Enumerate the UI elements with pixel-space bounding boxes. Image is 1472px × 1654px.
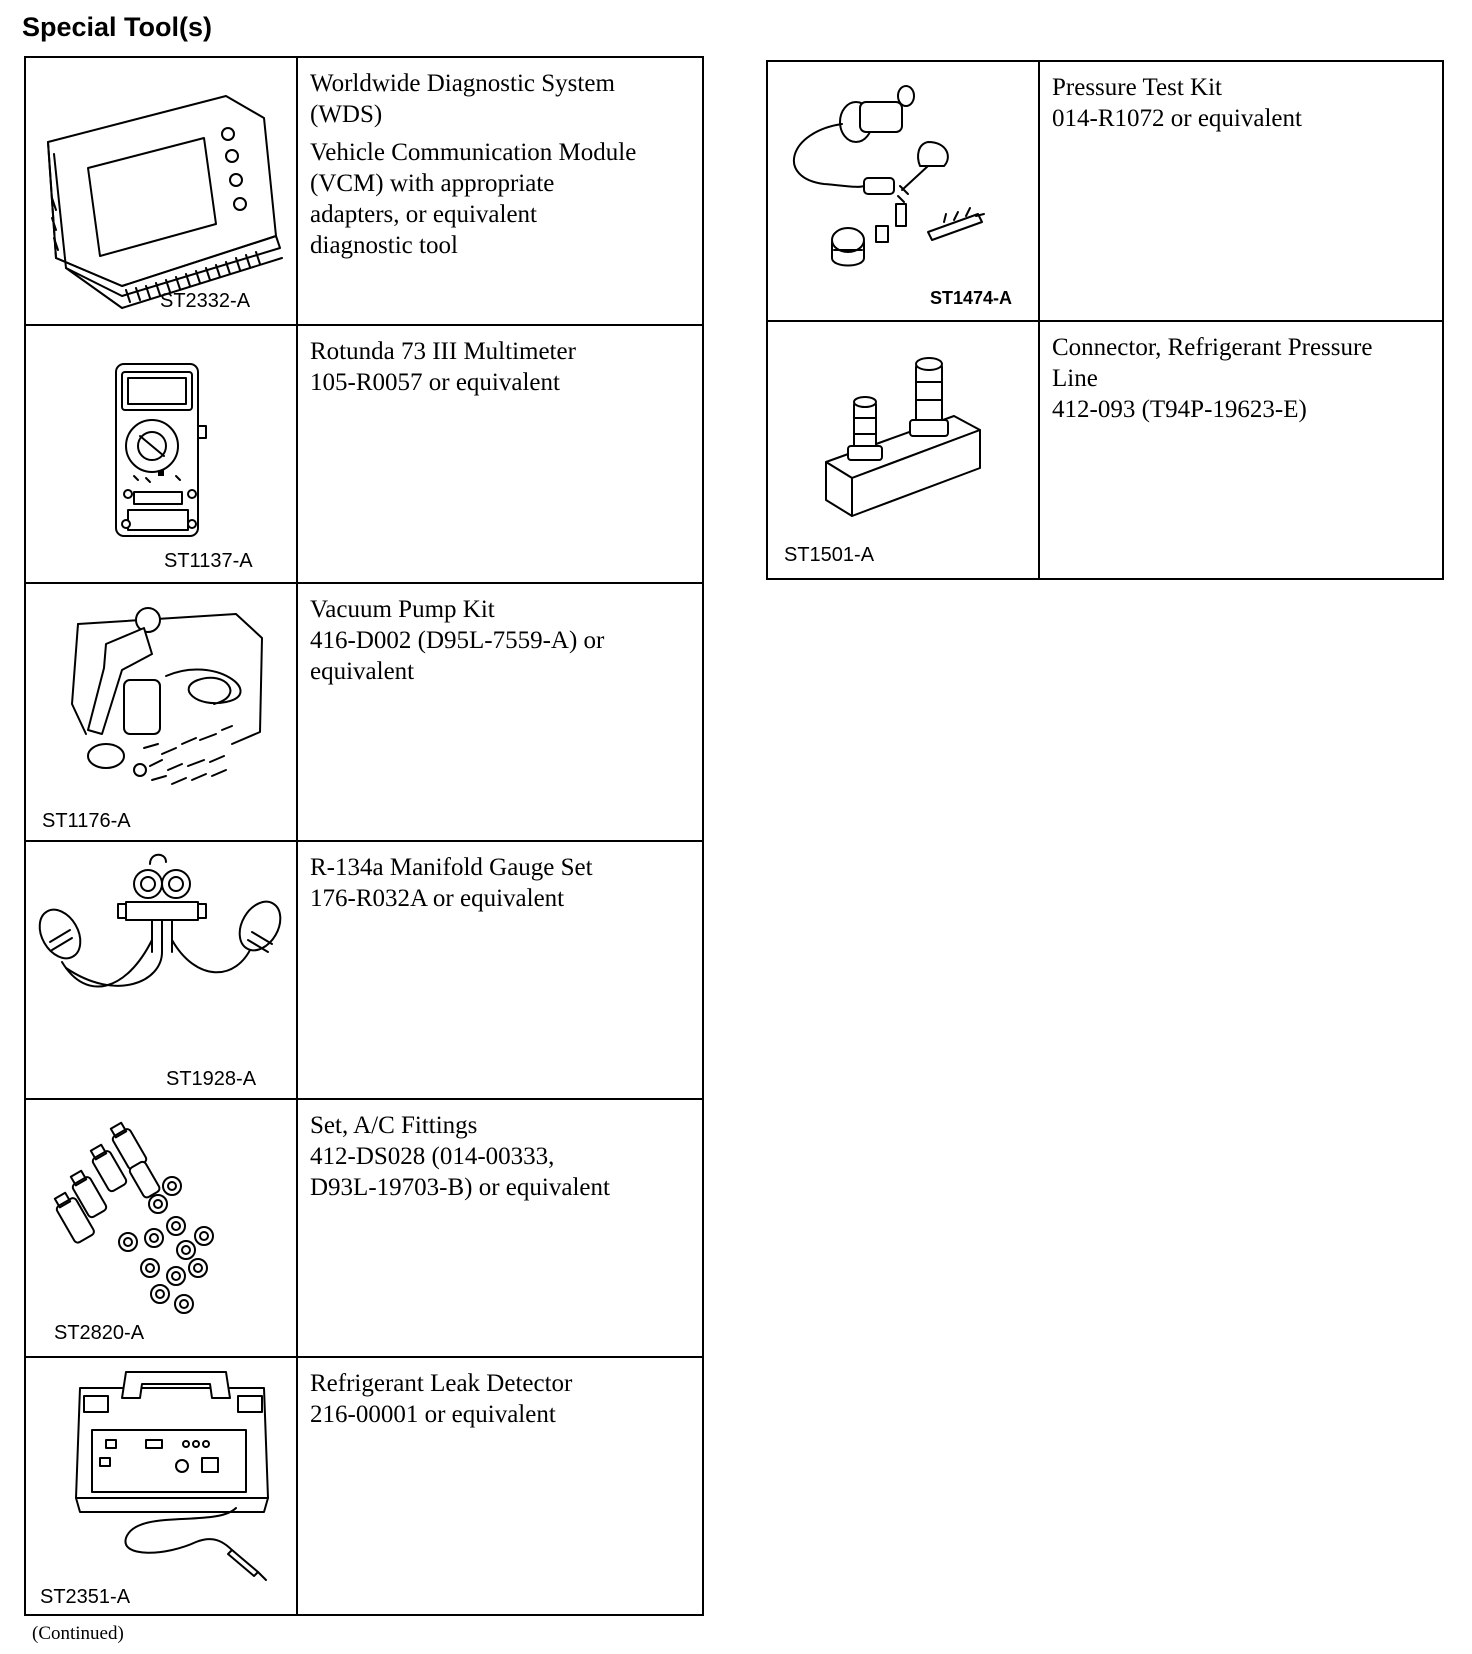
- tool-row-multimeter: [25, 325, 703, 583]
- description-line: Rotunda 73 III Multimeter: [310, 338, 576, 365]
- tool-description: [298, 1358, 702, 1430]
- tool-description: [298, 584, 702, 687]
- vacuum-pump-kit-icon: [26, 584, 298, 842]
- tool-description-cell: [297, 1099, 703, 1357]
- description-line: (VCM) with appropriate: [310, 170, 555, 197]
- tool-image-cell: [25, 1099, 297, 1357]
- tool-description: [298, 1100, 702, 1203]
- tool-code: ST1474-A: [930, 288, 1013, 308]
- description-line: 176-R032A or equivalent: [310, 885, 565, 912]
- description-line: (WDS): [310, 101, 383, 128]
- description-line: diagnostic tool: [310, 232, 458, 259]
- tool-row-leak-detector: [25, 1357, 703, 1615]
- tool-row-wds: [25, 57, 703, 325]
- tool-description: [298, 58, 702, 261]
- description-line: Worldwide Diagnostic System: [310, 70, 615, 97]
- description-line: D93L-19703-B) or equivalent: [310, 1174, 610, 1201]
- description-line: Refrigerant Leak Detector: [310, 1370, 573, 1397]
- description-line: 014-R1072 or equivalent: [1052, 105, 1302, 132]
- description-line: Connector, Refrigerant Pressure: [1052, 334, 1373, 361]
- description-line: equivalent: [310, 658, 415, 685]
- ac-fittings-icon: [26, 1100, 298, 1358]
- tool-code: ST1501-A: [784, 544, 875, 566]
- tool-description-cell: [1039, 61, 1443, 321]
- tool-description: [298, 842, 702, 914]
- tool-image-cell: [25, 57, 297, 325]
- tool-description-cell: [297, 1357, 703, 1615]
- description-line: 416-D002 (D95L-7559-A) or: [310, 627, 605, 654]
- tool-description: [298, 326, 702, 398]
- description-line: adapters, or equivalent: [310, 201, 537, 228]
- leak-detector-icon: [26, 1358, 298, 1616]
- tool-image-cell: [25, 841, 297, 1099]
- tool-description-cell: [297, 325, 703, 583]
- tool-description: [1040, 62, 1442, 134]
- description-line: 216-00001 or equivalent: [310, 1401, 556, 1428]
- tool-row-ac-fittings: [25, 1099, 703, 1357]
- tool-description: [1040, 322, 1442, 425]
- tool-code: ST2351-A: [40, 1586, 131, 1608]
- multimeter-icon: [26, 326, 298, 584]
- description-line: Vehicle Communication Module: [310, 139, 637, 166]
- pressure-line-connector-icon: [768, 322, 1040, 580]
- description-line: 105-R0057 or equivalent: [310, 369, 560, 396]
- tool-image-cell: [25, 583, 297, 841]
- continued-note: (Continued): [32, 1623, 124, 1644]
- special-tools-table-right: [766, 60, 1444, 580]
- special-tools-table-left: [24, 56, 704, 1616]
- tool-image-cell: [25, 325, 297, 583]
- tool-image-cell: [767, 321, 1039, 579]
- tool-code: ST1928-A: [166, 1068, 257, 1090]
- description-line: 412-093 (T94P-19623-E): [1052, 396, 1307, 423]
- description-line: Set, A/C Fittings: [310, 1112, 478, 1139]
- page-title: Special Tool(s): [22, 12, 213, 42]
- tool-description-cell: [1039, 321, 1443, 579]
- description-line: Pressure Test Kit: [1052, 74, 1222, 101]
- tool-description-cell: [297, 57, 703, 325]
- tool-description-cell: [297, 841, 703, 1099]
- tool-description-cell: [297, 583, 703, 841]
- description-line: Vacuum Pump Kit: [310, 596, 495, 623]
- tool-code: ST1137-A: [164, 550, 253, 572]
- diagnostic-tablet-icon: [26, 58, 298, 326]
- tool-code: ST1176-A: [42, 810, 131, 832]
- tool-image-cell: [767, 61, 1039, 321]
- tool-row-vacuum-pump: [25, 583, 703, 841]
- tool-image-cell: [25, 1357, 297, 1615]
- description-line: Line: [1052, 365, 1098, 392]
- tool-row-pressure-line-connector: [767, 321, 1443, 579]
- tool-row-pressure-test-kit: [767, 61, 1443, 321]
- tool-code: ST2332-A: [160, 290, 251, 312]
- description-line: R-134a Manifold Gauge Set: [310, 854, 593, 881]
- description-line: 412-DS028 (014-00333,: [310, 1143, 555, 1170]
- pressure-test-kit-icon: [768, 62, 1040, 322]
- manifold-gauge-icon: [26, 842, 298, 1100]
- tool-code: ST2820-A: [54, 1322, 145, 1344]
- tool-row-manifold-gauge: [25, 841, 703, 1099]
